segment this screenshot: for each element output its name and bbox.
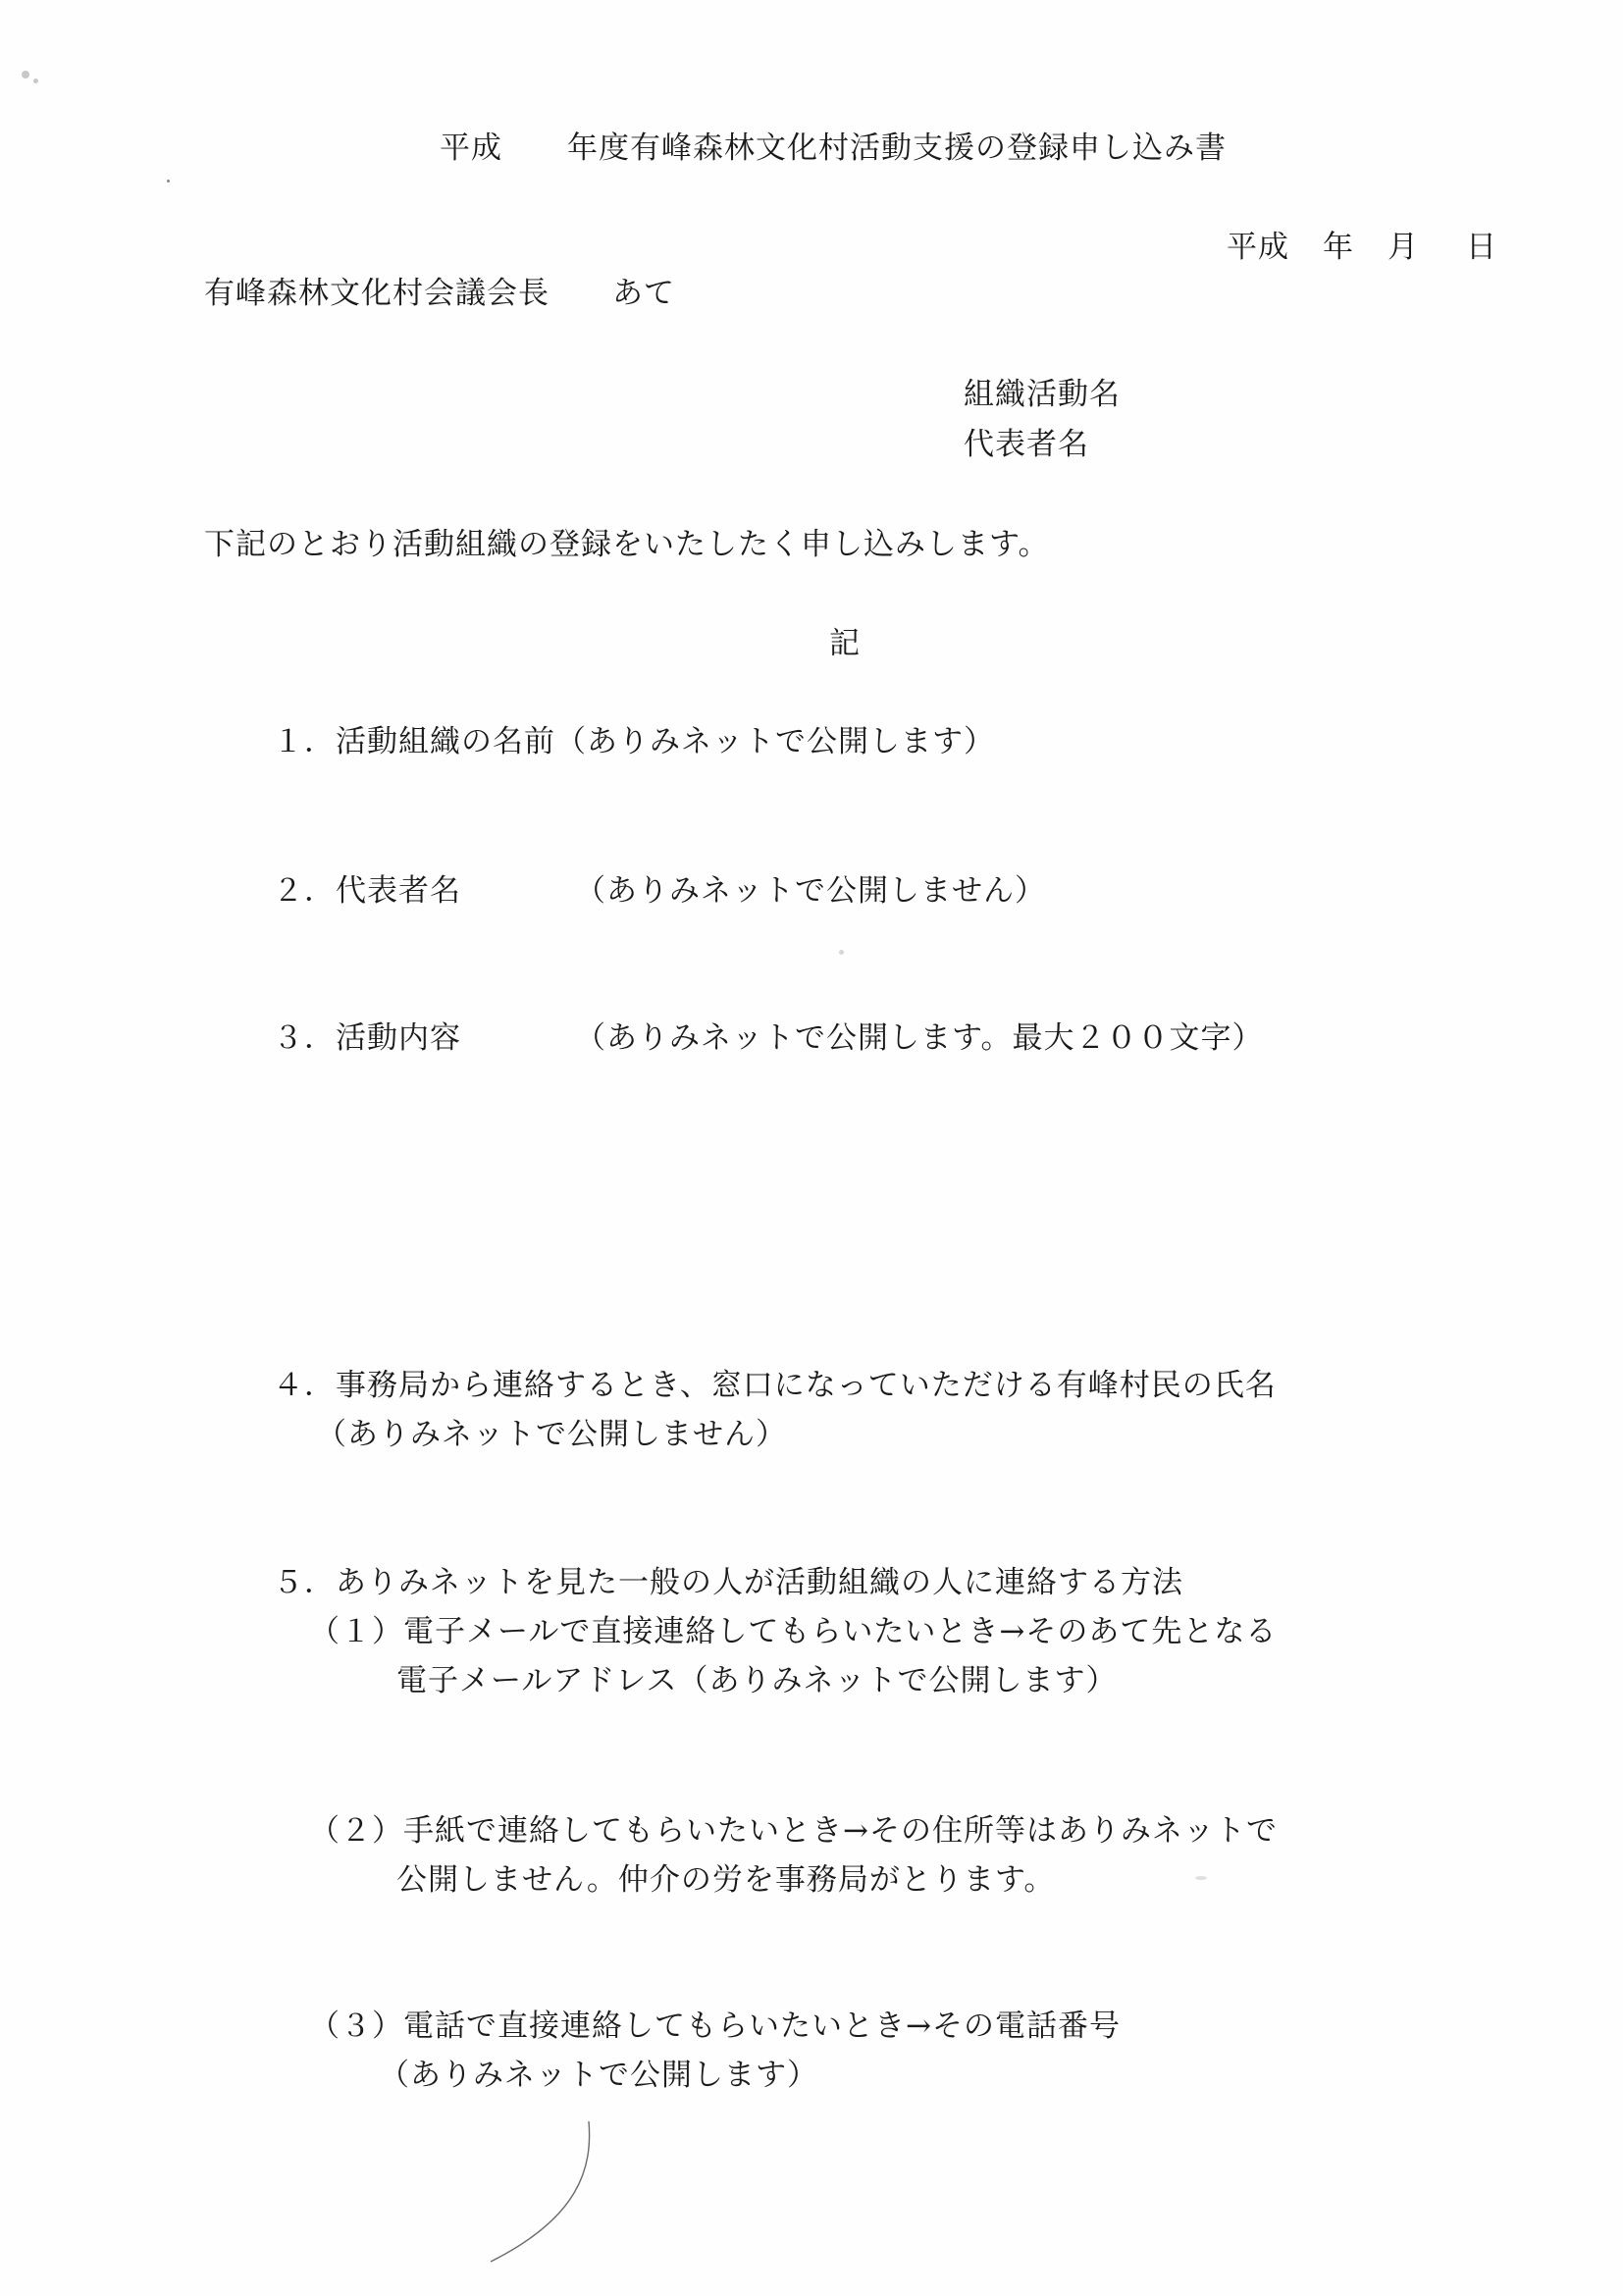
item-2-number: ２．: [273, 873, 336, 909]
subitem-2-line1: 手紙で連絡してもらいたいとき→その住所等はありみネットで: [403, 1813, 1278, 1849]
date-line: [1227, 230, 1497, 265]
item-2-note: （ありみネットで公開しません）: [575, 873, 1046, 909]
item-3: [273, 1020, 461, 1056]
item-3-label: 活動内容: [336, 1020, 461, 1056]
subitem-2-line2: 公開しません。仲介の労を事務局がとります。: [396, 1862, 1056, 1898]
document-title: [440, 130, 1227, 166]
item-1-note: （ありみネットで公開します）: [555, 724, 995, 759]
item-4: [273, 1368, 1277, 1403]
item-5: [273, 1565, 1183, 1600]
intro-text: 下記のとおり活動組織の登録をいたしたく申し込みします。: [204, 527, 1050, 562]
date-era: 平成: [1227, 230, 1289, 265]
subitem-1-number: （１）: [309, 1614, 403, 1649]
scan-speck: [839, 950, 844, 955]
item-5-number: ５．: [273, 1565, 336, 1600]
item-4-note: （ありみネットで公開しません）: [316, 1417, 787, 1452]
date-month: 月: [1387, 230, 1419, 265]
item-1-label: 活動組織の名前: [336, 724, 555, 759]
subitem-3-number: （３）: [309, 2009, 403, 2044]
item-4-number: ４．: [273, 1368, 336, 1403]
addressee-suffix: あて: [612, 276, 675, 311]
subitem-3: [309, 2011, 1121, 2042]
subitem-2: [309, 1813, 1278, 1849]
date-year: 年: [1323, 230, 1354, 265]
item-2: [273, 873, 461, 909]
item-1-number: １．: [273, 724, 336, 759]
scan-speck: [167, 180, 170, 183]
subitem-1-line1: 電子メールで直接連絡してもらいたいとき→そのあて先となる: [403, 1614, 1278, 1649]
subitem-2-number: （２）: [309, 1813, 403, 1849]
title-era: 平成: [440, 130, 502, 166]
title-text: 年度有峰森林文化村活動支援の登録申し込み書: [567, 130, 1227, 166]
item-3-note: （ありみネットで公開します。最大２００文字）: [575, 1020, 1264, 1056]
subitem-3-line2: （ありみネットで公開します）: [379, 2058, 818, 2093]
pencil-stroke-mark: [471, 2119, 608, 2267]
item-3-number: ３．: [273, 1020, 336, 1056]
subitem-1-line2: 電子メールアドレス（ありみネットで公開します）: [396, 1663, 1118, 1698]
addressee: [204, 276, 675, 311]
subitem-1: [309, 1614, 1278, 1649]
item-1: [273, 724, 995, 759]
org-activity-label: 組織活動名: [964, 377, 1121, 412]
scan-speck: [22, 71, 29, 78]
scan-speck: [1195, 1876, 1207, 1880]
scan-speck: [33, 78, 38, 83]
addressee-name: 有峰森林文化村会議会長: [204, 276, 550, 311]
subitem-3-line1: 電話で直接連絡してもらいたいとき→その電話番号: [403, 2009, 1121, 2044]
item-2-label: 代表者名: [336, 873, 461, 909]
item-4-label: 事務局から連絡するとき、窓口になっていただける有峰村民の氏名: [336, 1368, 1277, 1403]
representative-label: 代表者名: [964, 427, 1089, 462]
date-day: 日: [1466, 230, 1497, 265]
ki-heading: 記: [829, 626, 861, 661]
item-5-label: ありみネットを見た一般の人が活動組織の人に連絡する方法: [336, 1565, 1183, 1600]
